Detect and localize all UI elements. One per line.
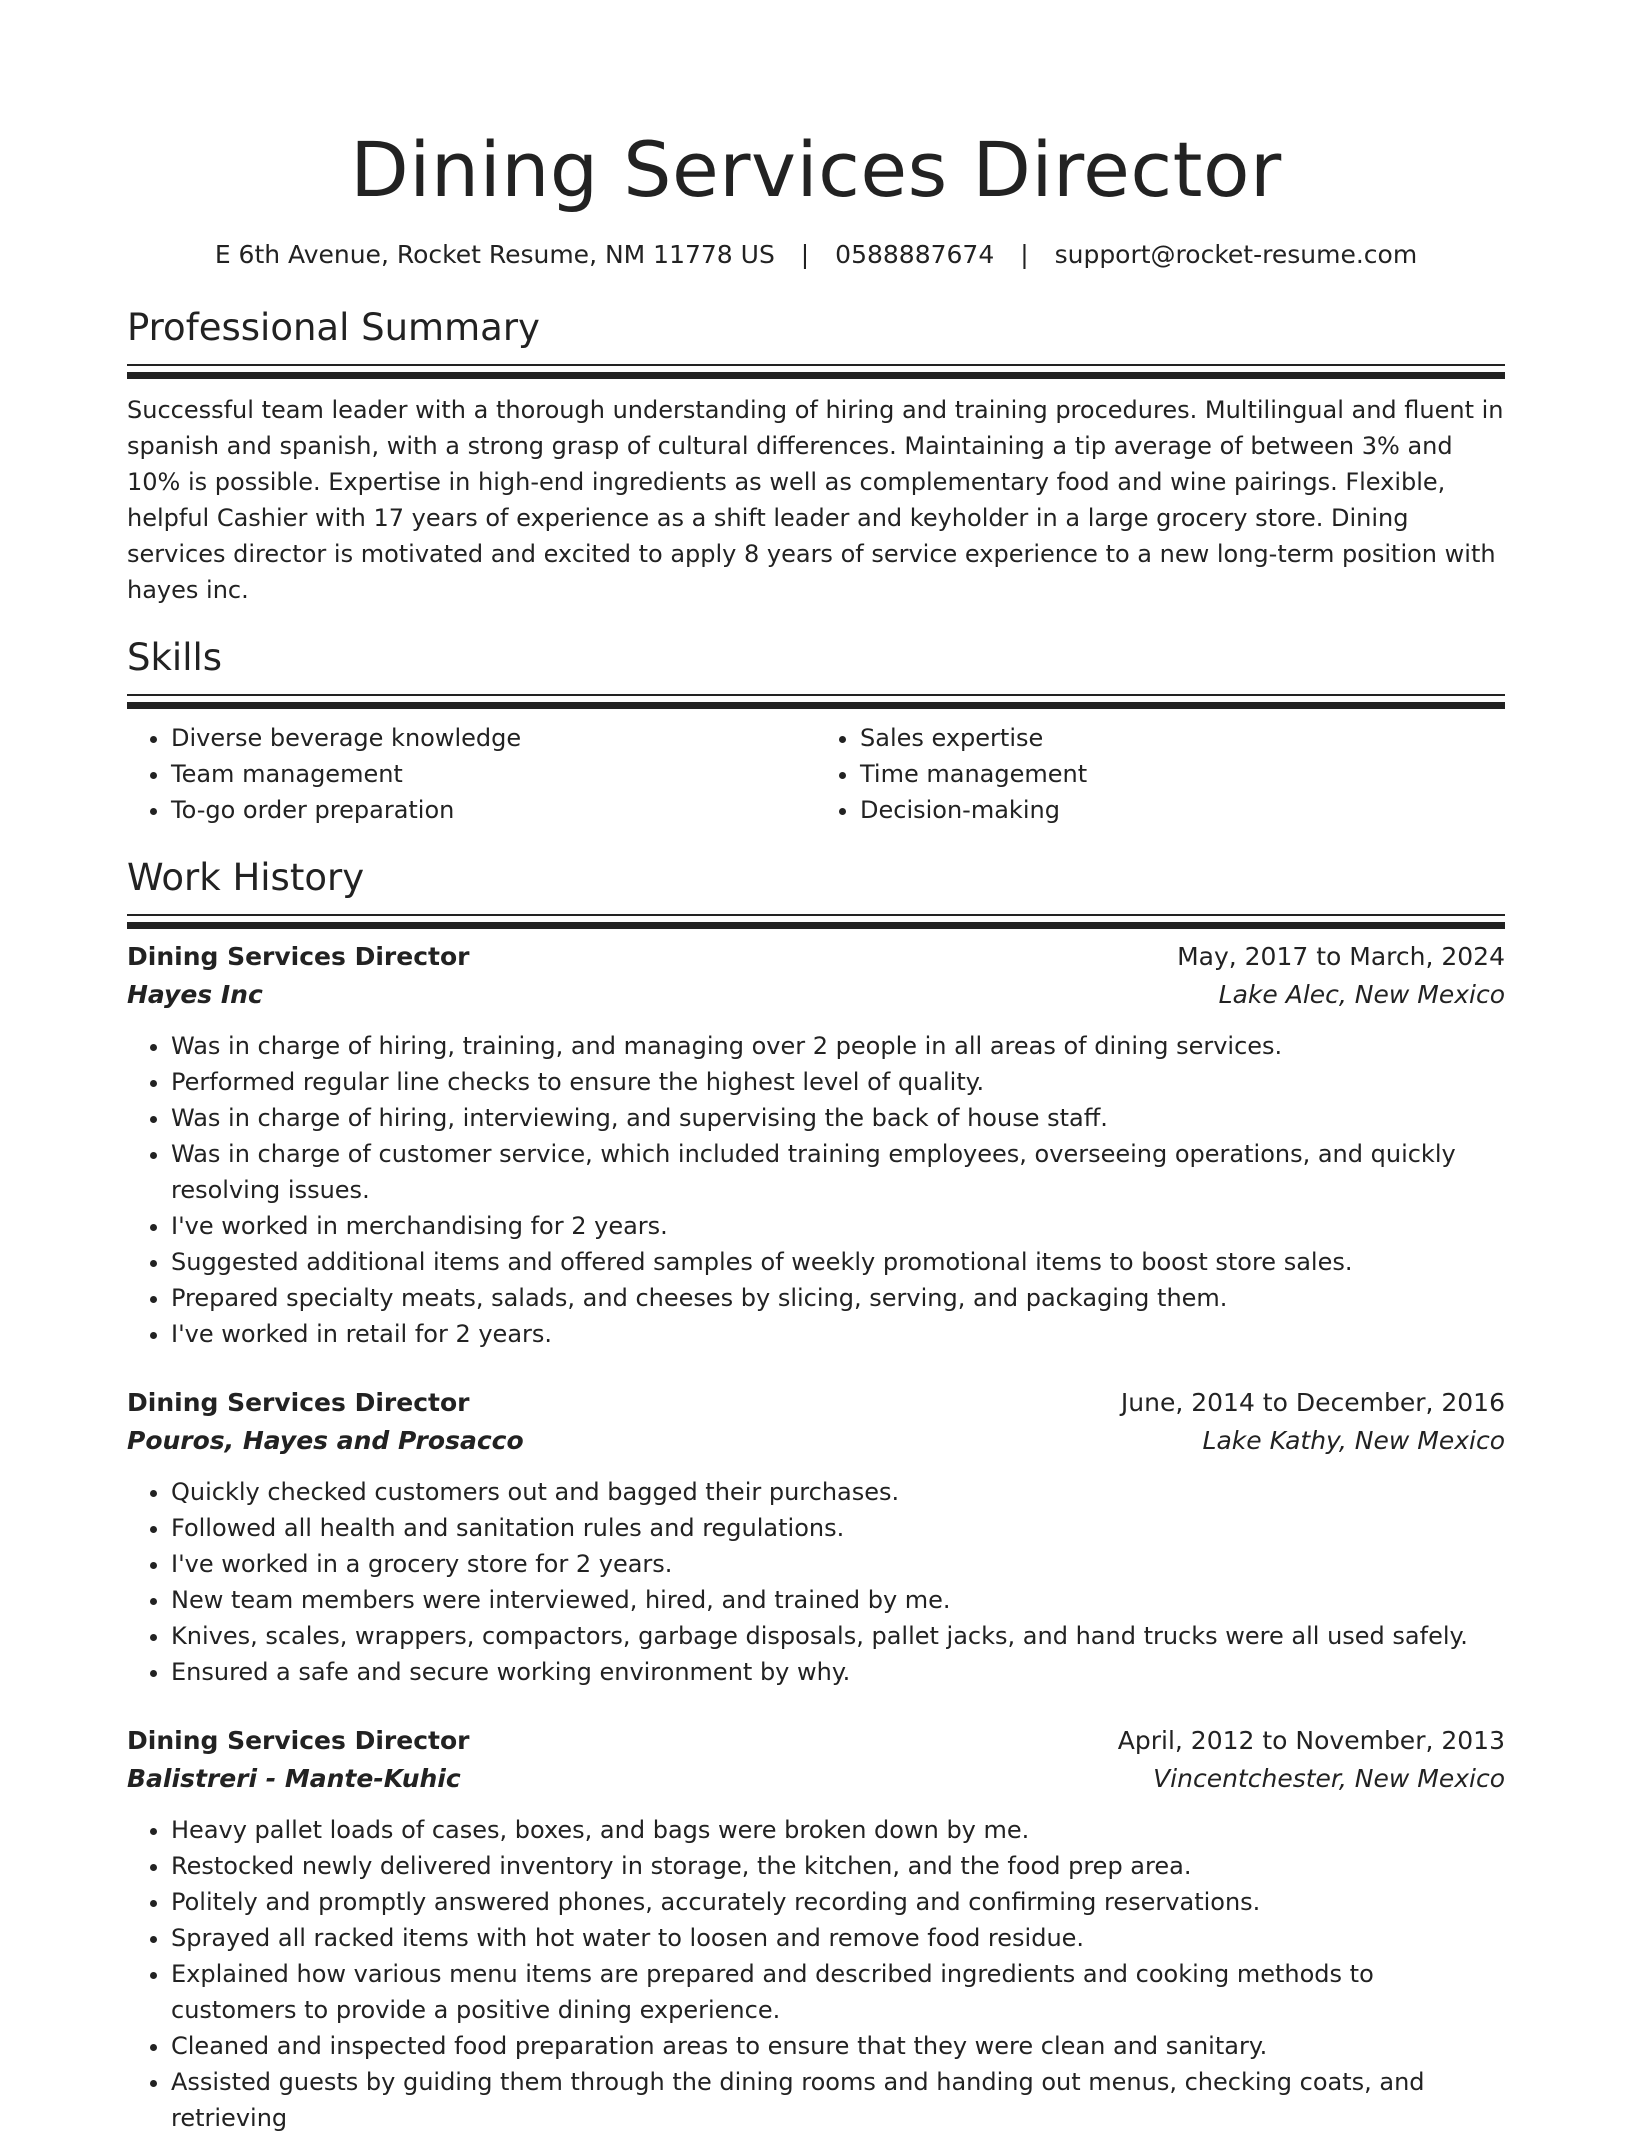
- summary-section: [127, 304, 1505, 608]
- job-entry: [127, 938, 1505, 1352]
- job-dates: May, 2017 to March, 2024: [1177, 942, 1505, 971]
- skill-item: • Sales expertise: [860, 720, 1505, 756]
- list-item: • Assisted guests by guiding them through the dining rooms and handing out menus, checking coats, and retrieving: [171, 2064, 1505, 2136]
- skill-item: • Time management: [860, 756, 1505, 792]
- skills-column-right: [816, 720, 1505, 828]
- list-item: • Was in charge of customer service, which included training employees, overseeing operations, and quickly resolving issues.: [171, 1136, 1505, 1208]
- section-title-summary: Professional Summary: [127, 306, 540, 349]
- list-item: • Was in charge of hiring, training, and managing over 2 people in all areas of dining services.: [171, 1028, 1505, 1064]
- skill-item: • To-go order preparation: [171, 792, 816, 828]
- contact-line: [127, 238, 1505, 272]
- contact-separator: |: [1020, 240, 1029, 269]
- skills-column-left: [127, 720, 816, 828]
- section-divider: [127, 914, 1505, 930]
- contact-email: support@rocket-resume.com: [1054, 240, 1418, 269]
- section-title-skills: Skills: [127, 636, 223, 679]
- skills-list: [127, 720, 1505, 828]
- job-company-row: [127, 1422, 1505, 1460]
- job-location: Lake Alec, New Mexico: [1218, 980, 1505, 1009]
- list-item: • Quickly checked customers out and bagged their purchases.: [171, 1474, 1505, 1510]
- skill-item: • Decision-making: [860, 792, 1505, 828]
- contact-separator: |: [800, 240, 810, 269]
- list-item: • Knives, scales, wrappers, compactors, garbage disposals, pallet jacks, and hand trucks were all used safely.: [171, 1618, 1505, 1654]
- job-company: Hayes Inc: [127, 980, 263, 1009]
- skill-item: • Diverse beverage knowledge: [171, 720, 816, 756]
- skill-item: • Team management: [171, 756, 816, 792]
- section-title-work-history: Work History: [127, 856, 365, 899]
- list-item: • Followed all health and sanitation rules and regulations.: [171, 1510, 1505, 1546]
- job-location: Vincentchester, New Mexico: [1153, 1764, 1505, 1793]
- section-divider: [127, 694, 1505, 710]
- list-item: • Heavy pallet loads of cases, boxes, and bags were broken down by me.: [171, 1812, 1505, 1848]
- list-item: • Explained how various menu items are prepared and described ingredients and cooking methods to customers to provide a positive dining experience.: [171, 1956, 1505, 2028]
- job-title: Dining Services Director: [127, 942, 470, 971]
- list-item: • Sprayed all racked items with hot water to loosen and remove food residue.: [171, 1920, 1505, 1956]
- section-divider: [127, 364, 1505, 380]
- job-header-row: [127, 1722, 1505, 1760]
- list-item: • Was in charge of hiring, interviewing, and supervising the back of house staff.: [171, 1100, 1505, 1136]
- skills-section: [127, 634, 1505, 828]
- list-item: • Cleaned and inspected food preparation areas to ensure that they were clean and sanitary.: [171, 2028, 1505, 2064]
- job-header-row: [127, 938, 1505, 976]
- job-company: Balistreri - Mante-Kuhic: [127, 1764, 461, 1793]
- job-title: Dining Services Director: [127, 1388, 470, 1417]
- job-company-row: [127, 1760, 1505, 1798]
- list-item: • Politely and promptly answered phones, accurately recording and confirming reservations.: [171, 1884, 1505, 1920]
- summary-text: Successful team leader with a thorough understanding of hiring and training procedures. Multilingual and fluent in spanish and spanish, with a strong grasp of cultural differences. Maintaining a tip average of between 3% and 10% is possible. Expertise in high-end ingredients as well as complementary food and wine pairings. Flexible, helpful Cashier with 17 years of experience as a shift leader and keyholder in a large grocery store. Dining services director is motivated and excited to apply 8 years of service experience to a new long-term position with hayes inc.: [127, 396, 1504, 604]
- job-header-row: [127, 1384, 1505, 1422]
- list-item: • Prepared specialty meats, salads, and cheeses by slicing, serving, and packaging them.: [171, 1280, 1505, 1316]
- contact-phone: 0588887674: [835, 240, 995, 269]
- work-history-section: [127, 854, 1505, 2136]
- job-location: Lake Kathy, New Mexico: [1202, 1426, 1505, 1455]
- job-entry: [127, 1384, 1505, 1690]
- list-item: • Suggested additional items and offered samples of weekly promotional items to boost store sales.: [171, 1244, 1505, 1280]
- resume-name: Dining Services Director: [350, 125, 1282, 214]
- job-title: Dining Services Director: [127, 1726, 470, 1755]
- job-duties-list: [127, 1474, 1505, 1690]
- contact-address: E 6th Avenue, Rocket Resume, NM 11778 US: [214, 240, 775, 269]
- list-item: • New team members were interviewed, hired, and trained by me.: [171, 1582, 1505, 1618]
- job-company: Pouros, Hayes and Prosacco: [127, 1426, 524, 1455]
- list-item: • I've worked in merchandising for 2 years.: [171, 1208, 1505, 1244]
- job-duties-list: [127, 1812, 1505, 2136]
- job-dates: April, 2012 to November, 2013: [1117, 1726, 1505, 1755]
- job-dates: June, 2014 to December, 2016: [1120, 1388, 1505, 1417]
- job-company-row: [127, 976, 1505, 1014]
- list-item: • I've worked in retail for 2 years.: [171, 1316, 1505, 1352]
- list-item: • Ensured a safe and secure working environment by why.: [171, 1654, 1505, 1690]
- list-item: • Performed regular line checks to ensure the highest level of quality.: [171, 1064, 1505, 1100]
- list-item: • Restocked newly delivered inventory in storage, the kitchen, and the food prep area.: [171, 1848, 1505, 1884]
- list-item: • I've worked in a grocery store for 2 years.: [171, 1546, 1505, 1582]
- job-entry: [127, 1722, 1505, 2136]
- job-duties-list: [127, 1028, 1505, 1352]
